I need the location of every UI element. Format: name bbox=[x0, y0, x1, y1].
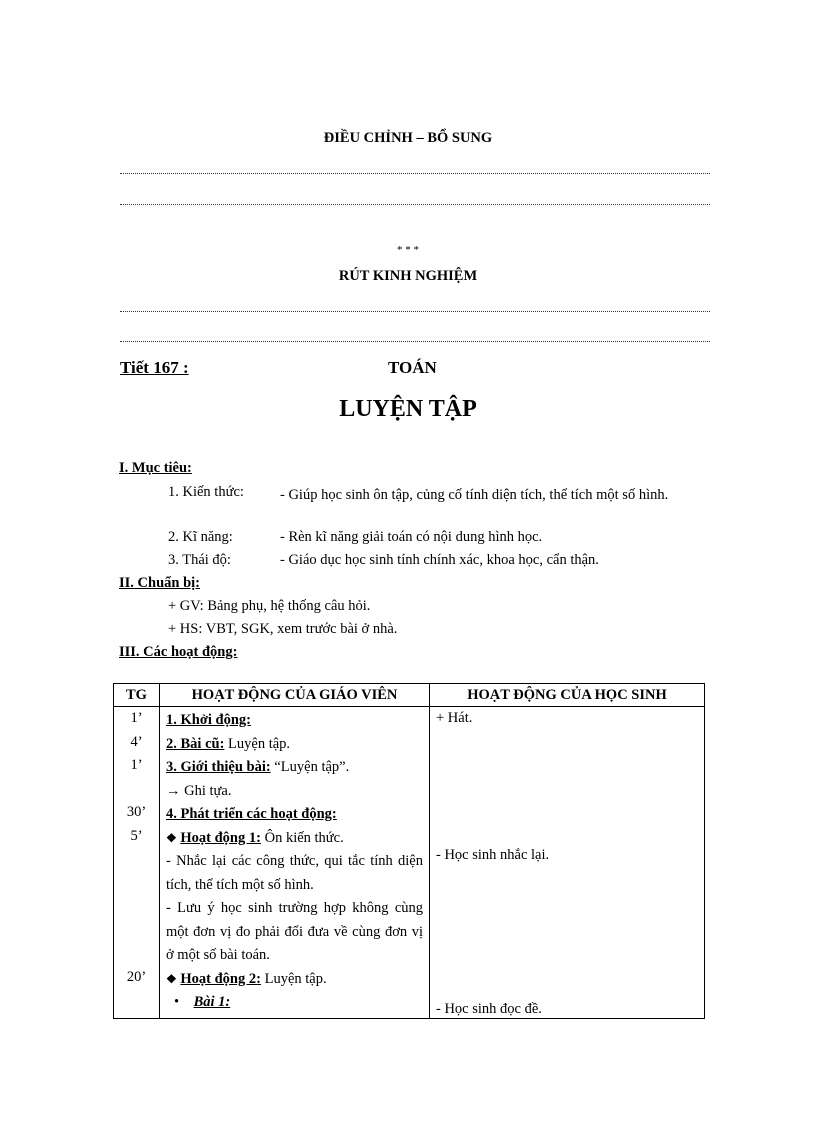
diamond-bullet-icon: ❖ bbox=[166, 971, 177, 986]
time-value bbox=[114, 848, 159, 872]
lesson-plan-table bbox=[113, 683, 705, 1019]
student-column bbox=[430, 707, 705, 1019]
arrow-note: → Ghi tựa. bbox=[166, 782, 232, 799]
objective-label: 2. Kĩ năng: bbox=[168, 529, 233, 545]
time-value bbox=[114, 778, 159, 802]
adjust-title: ĐIỀU CHỈNH – BỔ SUNG bbox=[323, 130, 493, 146]
step-label: 1. Khởi động: bbox=[166, 712, 251, 728]
lesson-header bbox=[120, 358, 710, 382]
student-response: - Học sinh đọc đề. bbox=[436, 1001, 542, 1017]
table-row bbox=[114, 707, 705, 1019]
objective-text: - Giáo dục học sinh tính chính xác, khoa học, cẩn thận. bbox=[280, 552, 599, 568]
activity-label: Hoạt động 2: bbox=[180, 970, 261, 987]
activity-text: Ôn kiến thức. bbox=[260, 829, 344, 846]
objectives-heading: I. Mục tiêu: bbox=[119, 460, 192, 476]
dotted-line bbox=[120, 172, 710, 174]
time-column bbox=[114, 707, 160, 1019]
time-value bbox=[114, 872, 159, 896]
objective-text: - Giúp học sinh ôn tập, củng cố tính diện tích, thể tích một số hình. bbox=[280, 487, 669, 503]
lesson-title: LUYỆN TẬP bbox=[339, 396, 477, 422]
header-student: HOẠT ĐỘNG CỦA HỌC SINH bbox=[430, 684, 705, 707]
student-response: - Học sinh nhắc lại. bbox=[436, 847, 550, 863]
instruction-text: - Lưu ý học sinh trường hợp không cùng một đơn vị đo phải đổi đưa về cùng đơn vị ở một số bài toán. bbox=[166, 900, 423, 963]
activity-label: Hoạt động 1: bbox=[180, 829, 261, 846]
objective-label: 1. Kiến thức: bbox=[168, 484, 244, 500]
table-header-row bbox=[114, 684, 705, 707]
dotted-line bbox=[120, 310, 710, 312]
step-text: Luyện tập. bbox=[224, 735, 291, 752]
time-value bbox=[114, 942, 159, 966]
prep-hs: + HS: VBT, SGK, xem trước bài ở nhà. bbox=[168, 621, 398, 637]
time-value: 4’ bbox=[130, 733, 143, 750]
activity-text: Luyện tập. bbox=[260, 970, 327, 987]
prep-gv: + GV: Bảng phụ, hệ thống câu hỏi. bbox=[168, 598, 371, 614]
bullet-icon: • bbox=[174, 994, 180, 1010]
exercise-label: Bài 1: bbox=[193, 994, 231, 1010]
separator: * * * bbox=[397, 244, 419, 256]
header-teacher: HOẠT ĐỘNG CỦA GIÁO VIÊN bbox=[160, 684, 430, 707]
time-value: 20’ bbox=[126, 968, 147, 985]
diamond-bullet-icon: ❖ bbox=[166, 830, 177, 845]
step-label: 2. Bài cũ: bbox=[166, 735, 225, 752]
teacher-column bbox=[160, 707, 430, 1019]
lesson-subject: TOÁN bbox=[388, 358, 437, 377]
objective-text: - Rèn kĩ năng giải toán có nội dung hình học. bbox=[280, 529, 543, 545]
activities-heading: III. Các hoạt động: bbox=[119, 644, 238, 660]
time-value: 1’ bbox=[130, 710, 143, 726]
header-tg: TG bbox=[114, 684, 160, 707]
dotted-line bbox=[120, 203, 710, 205]
step-text: “Luyện tập”. bbox=[270, 759, 350, 775]
experience-title: RÚT KINH NGHIỆM bbox=[338, 268, 478, 284]
step-label: 4. Phát triển các hoạt động: bbox=[166, 806, 337, 822]
time-value: 30’ bbox=[126, 804, 147, 820]
time-value bbox=[114, 895, 159, 919]
time-value bbox=[114, 919, 159, 943]
time-value: 1’ bbox=[130, 757, 143, 773]
time-value: 5’ bbox=[130, 827, 143, 844]
lesson-number: Tiết 167 : bbox=[120, 358, 189, 377]
prep-heading: II. Chuẩn bị: bbox=[119, 575, 200, 591]
objective-label: 3. Thái độ: bbox=[168, 552, 231, 568]
dotted-line bbox=[120, 340, 710, 342]
instruction-text: - Nhắc lại các công thức, qui tắc tính diện tích, thể tích một số hình. bbox=[166, 853, 423, 893]
student-response: + Hát. bbox=[436, 710, 473, 726]
step-label: 3. Giới thiệu bài: bbox=[166, 759, 271, 775]
